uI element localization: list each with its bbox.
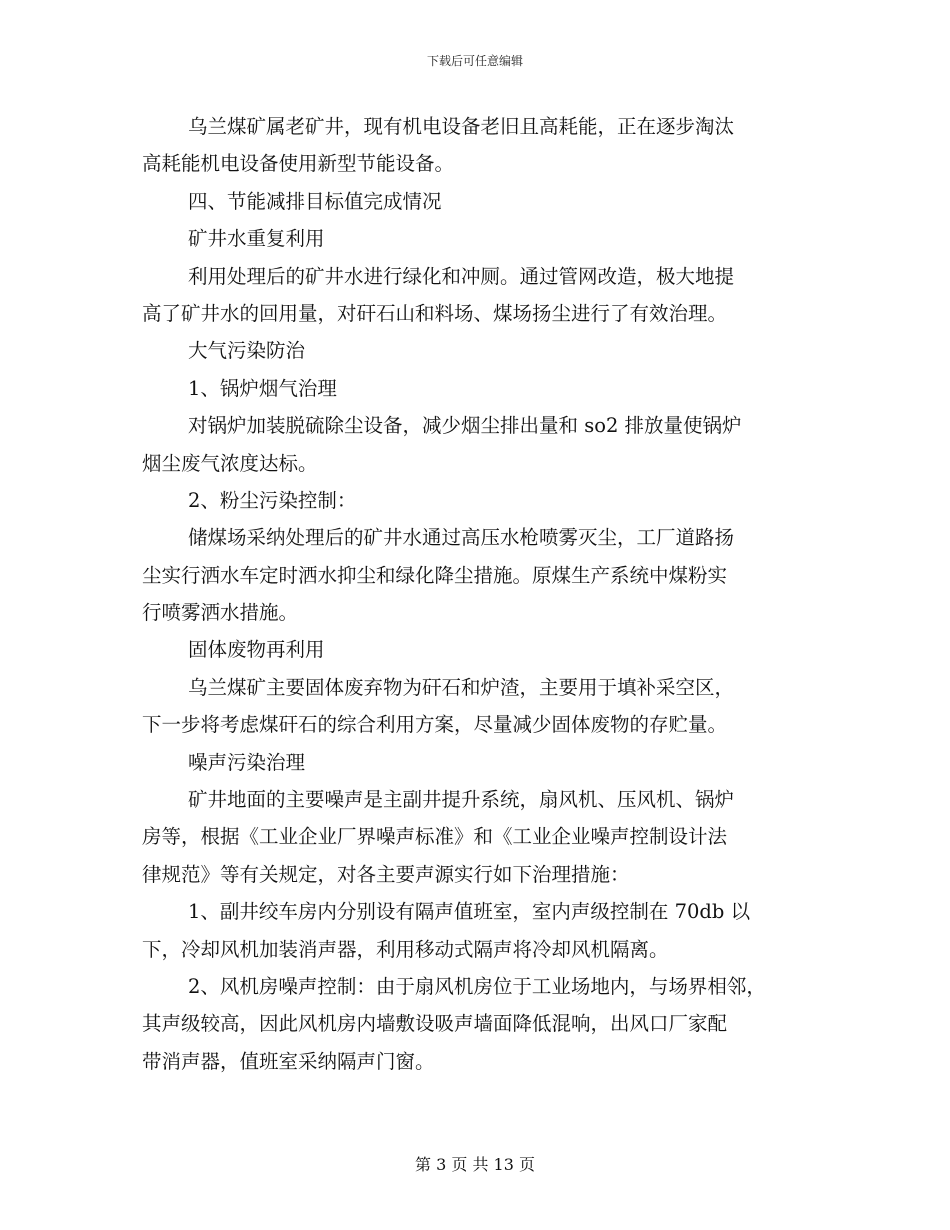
text-line: 高了矿井水的回用量，对矸石山和料场、煤场扬尘进行了有效治理。 — [142, 301, 728, 325]
text-line: 1、副井绞车房内分别设有隔声值班室，室内声级控制在 70db 以 — [188, 900, 751, 924]
text-line: 下一步将考虑煤矸石的综合利用方案，尽量减少固体废物的存贮量。 — [142, 713, 728, 737]
page-header: 下载后可任意编辑 — [426, 54, 523, 68]
text-line: 利用处理后的矿井水进行绿化和冲厕。通过管网改造，极大地提 — [188, 264, 735, 288]
text-line: 律规范》等有关规定，对各主要声源实行如下治理措施： — [142, 862, 630, 886]
text-line: 矿井水重复利用 — [188, 227, 325, 251]
text-line: 带消声器，值班室采纳隔声门窗。 — [142, 1049, 435, 1073]
text-line: 2、风机房噪声控制：由于扇风机房位于工业场地内，与场界相邻， — [188, 974, 766, 998]
text-line: 大气污染防治 — [188, 339, 306, 363]
text-line: 2、粉尘污染控制： — [188, 488, 357, 512]
text-line: 乌兰煤矿属老矿井，现有机电设备老旧且高耗能，正在逐步淘汰 — [188, 115, 735, 138]
text-line: 行喷雾洒水措施。 — [142, 601, 299, 625]
text-line: 高耗能机电设备使用新型节能设备。 — [142, 152, 455, 176]
page-footer: 第 3 页 共 13 页 — [415, 1155, 535, 1174]
text-line: 四、节能减排目标值完成情况 — [188, 189, 442, 213]
text-line: 尘实行洒水车定时洒水抑尘和绿化降尘措施。原煤生产系统中煤粉实 — [142, 563, 728, 587]
text-line: 其声级较高，因此风机房内墙敷设吸声墙面降低混响，出风口厂家配 — [142, 1012, 728, 1036]
text-line: 1、锅炉烟气治理 — [188, 376, 337, 400]
text-line: 房等，根据《工业企业厂界噪声标准》和《工业企业噪声控制设计法 — [142, 825, 728, 849]
text-line: 对锅炉加装脱硫除尘设备，减少烟尘排出量和 so2 排放量使锅炉 — [188, 414, 742, 438]
text-line: 烟尘废气浓度达标。 — [142, 451, 318, 475]
text-line: 矿井地面的主要噪声是主副井提升系统，扇风机、压风机、锅炉 — [188, 788, 735, 812]
text-line: 固体废物再利用 — [188, 638, 325, 662]
text-line: 噪声污染治理 — [188, 750, 306, 774]
text-line: 下，冷却风机加装消声器，利用移动式隔声将冷却风机隔离。 — [142, 937, 669, 961]
document-body — [142, 108, 810, 1080]
text-line: 储煤场采纳处理后的矿井水通过高压水枪喷雾灭尘，工厂道路扬 — [188, 526, 735, 550]
text-line: 乌兰煤矿主要固体废弃物为矸石和炉渣，主要用于填补采空区， — [188, 675, 735, 699]
